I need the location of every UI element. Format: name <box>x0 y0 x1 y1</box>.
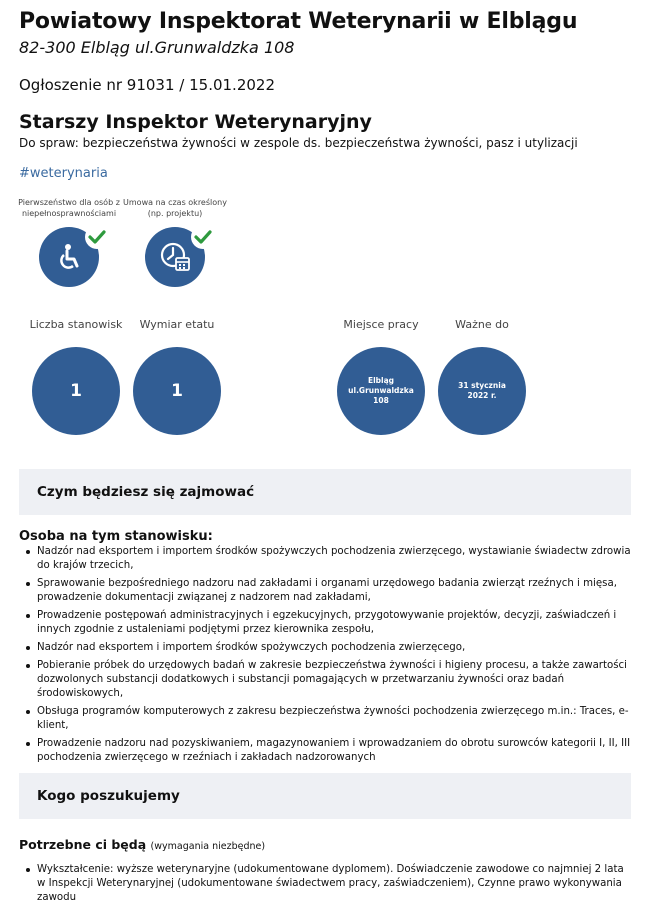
section-title: Kogo poszukujemy <box>37 788 180 804</box>
requirements-list <box>37 863 631 905</box>
badge-fixed-term-contract <box>115 197 235 287</box>
section-header-requirements <box>19 773 631 819</box>
list-item: Obsługa programów komputerowych z zakresu bezpieczeństwa żywności pochodzenia zwierzęcego m.in.: Traces, e-klient, <box>37 705 631 733</box>
duties-list <box>37 545 631 769</box>
list-item: Nadzór nad eksportem i importem środków spożywczych pochodzenia zwierzęcego, <box>37 641 631 655</box>
checkmark-icon <box>191 225 215 249</box>
requirements-heading-text: Potrzebne ci będą <box>19 837 147 852</box>
stat-label-positions: Liczba stanowisk <box>29 318 123 331</box>
stat-value-workload: 1 <box>133 347 221 435</box>
hashtag-link[interactable]: #weterynaria <box>19 166 108 181</box>
job-title: Starszy Inspektor Weterynaryjny <box>19 111 372 133</box>
badge-circle <box>145 227 205 287</box>
stat-label-workload: Wymiar etatu <box>139 318 215 331</box>
list-item: Prowadzenie postępowań administracyjnych i egzekucyjnych, przygotowywanie projektów, decyzji, zaświadczeń i innych zgodnie z ustaleniami podjętymi przez kierownika zespołu, <box>37 609 631 637</box>
badge-label: Pierwszeństwo dla osób z niepełnosprawnościami <box>18 198 120 218</box>
wheelchair-icon <box>54 242 84 272</box>
duties-heading: Osoba na tym stanowisku: <box>19 529 213 544</box>
checkmark-icon <box>85 225 109 249</box>
institution-address: 82-300 Elbląg ul.Grunwaldzka 108 <box>19 38 295 57</box>
section-header-duties <box>19 469 631 515</box>
stat-value-location: Elbląg ul.Grunwaldzka 108 <box>337 347 425 435</box>
list-item: Nadzór nad eksportem i importem środków spożywczych pochodzenia zwierzęcego, wystawianie świadectw zdrowia do krajów trzecich, <box>37 546 631 571</box>
list-item: Pobieranie próbek do urzędowych badań w zakresie bezpieczeństwa żywności i higieny procesu, a także zawartości dozwolonych substancji dodatkowych i substancji pomagających w przetwarzaniu żywności oraz badań środowiskowych, <box>37 659 631 701</box>
requirements-heading <box>19 837 265 852</box>
stat-label-valid-until: Ważne do <box>455 318 509 331</box>
stat-value-positions: 1 <box>32 347 120 435</box>
list-item: Prowadzenie nadzoru nad pozyskiwaniem, magazynowaniem i wprowadzaniem do obrotu surowców kategorii I, II, III pochodzenia zwierzęcego w rzeźniach i zakładach nadzorowanych <box>37 738 631 763</box>
announcement-number: Ogłoszenie nr 91031 / 15.01.2022 <box>19 76 275 94</box>
stat-label-location: Miejsce pracy <box>343 318 419 331</box>
list-item: Wykształcenie: wyższe weterynaryjne (udokumentowane dyplomem). Doświadczenie zawodowe co najmniej 2 lata w Inspekcji Weterynaryjnej (udokumentowane świadectwem pracy, zaświadczeniem), Czynne prawo wykonywania zawodu <box>37 863 631 905</box>
section-title: Czym będziesz się zajmować <box>37 484 255 500</box>
badge-label: Umowa na czas określony (np. projektu) <box>123 198 227 218</box>
requirements-heading-note: (wymagania niezbędne) <box>150 841 266 852</box>
stat-value-valid-until: 31 stycznia 2022 r. <box>438 347 526 435</box>
badge-disability-priority <box>9 197 129 287</box>
list-item: Sprawowanie bezpośredniego nadzoru nad zakładami i organami urzędowego badania zwierząt rzeźnych i mięsa, prowadzenie dokumentacji związanej z nadzorem nad zakładami, <box>37 577 631 605</box>
badge-circle <box>39 227 99 287</box>
institution-title: Powiatowy Inspektorat Weterynarii w Elblągu <box>19 9 578 34</box>
clock-calendar-icon <box>158 240 192 274</box>
job-subtitle: Do spraw: bezpieczeństwa żywności w zespole ds. bezpieczeństwa żywności, pasz i utylizacji <box>19 136 578 150</box>
